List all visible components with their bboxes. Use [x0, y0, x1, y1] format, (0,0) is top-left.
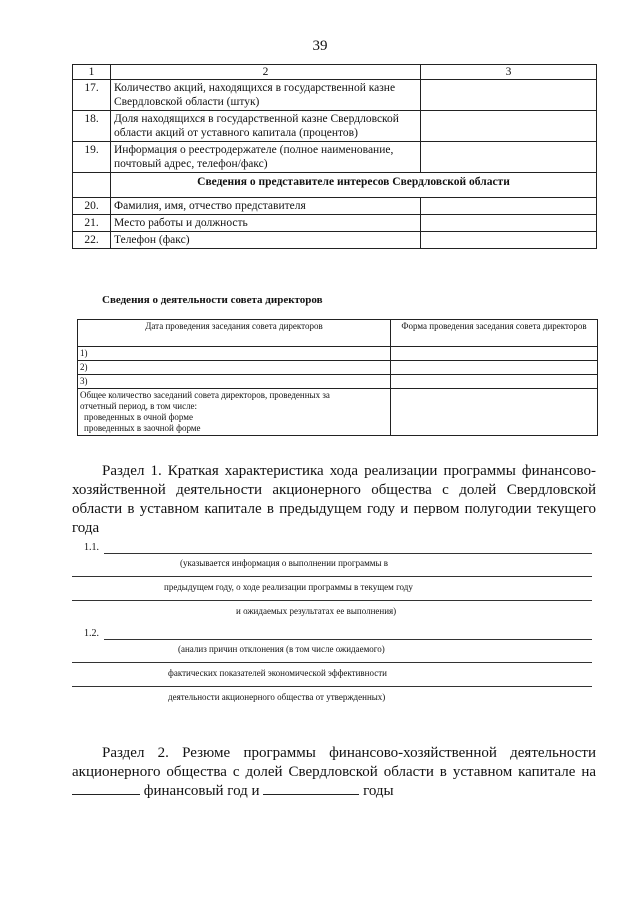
table-row — [73, 142, 597, 173]
row-label: Место работы и должность — [111, 215, 421, 232]
fill-line — [72, 686, 592, 687]
page-number: 39 — [312, 38, 328, 54]
row-label: Фамилия, имя, отчество представителя — [111, 198, 421, 215]
table-header-row — [73, 65, 597, 80]
year-label: финансовый год и — [143, 783, 260, 799]
total-line: проведенных в заочной форме — [84, 423, 201, 433]
field-note: деятельности акционерного общества от утвержденных) — [168, 692, 386, 702]
fill-line — [72, 662, 592, 663]
row-number: 18. — [73, 111, 111, 142]
meeting-item: 2) — [78, 361, 391, 375]
field-note: (указывается информация о выполнении программы в — [180, 558, 389, 568]
column-header: 2 — [111, 65, 421, 80]
year-blank — [72, 782, 140, 795]
row-value — [421, 198, 597, 215]
table-header-row — [78, 320, 598, 347]
board-meetings-table — [77, 319, 598, 436]
shareholding-table — [72, 64, 597, 249]
row-number: 22. — [73, 232, 111, 249]
row-label: Телефон (факс) — [111, 232, 421, 249]
column-header: 1 — [73, 65, 111, 80]
meeting-item: 1) — [78, 347, 391, 361]
table-row — [78, 361, 598, 375]
section2-text: Раздел 2. Резюме программы финансово-хозяйственной деятельности акционерного общества с долей Свердловской области в уставном капитале на — [72, 745, 596, 780]
section1-text: Раздел 1. Краткая характеристика хода реализации программы финансово-хозяйственной деятельности акционерного общества с долей Свердловской области в уставном капитале в предыдущем году и первом полугодии текущего года — [72, 463, 596, 536]
column-header: Форма проведения заседания совета директоров — [391, 320, 598, 347]
meeting-item: 3) — [78, 375, 391, 389]
field-note: (анализ причин отклонения (в том числе ожидаемого) — [178, 644, 385, 654]
row-value — [421, 111, 597, 142]
total-line: проведенных в очной форме — [84, 412, 193, 422]
total-line: Общее количество заседаний совета директоров, проведенных за — [80, 390, 330, 400]
meetings-total — [78, 389, 391, 436]
column-header: 3 — [421, 65, 597, 80]
fill-line — [104, 553, 592, 554]
empty-cell — [73, 173, 111, 198]
row-number: 17. — [73, 80, 111, 111]
item-number: 1.1. — [84, 542, 99, 553]
row-number: 19. — [73, 142, 111, 173]
table-row — [73, 215, 597, 232]
table-row — [78, 389, 598, 436]
field-note: фактических показателей экономической эффективности — [168, 668, 387, 678]
empty-cell — [391, 361, 598, 375]
years-label: годы — [363, 783, 394, 799]
empty-cell — [391, 389, 598, 436]
field-note: и ожидаемых результатах ее выполнения) — [236, 606, 397, 616]
row-label: Количество акций, находящихся в государственной казне Свердловской области (штук) — [111, 80, 421, 111]
fill-line — [104, 639, 592, 640]
row-number: 20. — [73, 198, 111, 215]
section-heading-row — [73, 173, 597, 198]
field-note: предыдущем году, о ходе реализации программы в текущем году — [164, 582, 413, 592]
row-value — [421, 215, 597, 232]
row-label: Доля находящихся в государственной казне Свердловской области акций от уставного капитала (процентов) — [111, 111, 421, 142]
fill-line — [72, 576, 592, 577]
table-row — [78, 347, 598, 361]
table-row — [73, 232, 597, 249]
row-value — [421, 232, 597, 249]
column-header: Дата проведения заседания совета директоров — [78, 320, 391, 347]
years-blank — [263, 782, 359, 795]
row-value — [421, 80, 597, 111]
board-section-title: Сведения о деятельности совета директоров — [102, 294, 323, 306]
empty-cell — [391, 347, 598, 361]
total-line: отчетный период, в том числе: — [80, 401, 198, 411]
row-number: 21. — [73, 215, 111, 232]
table-row — [78, 375, 598, 389]
table-row — [73, 80, 597, 111]
table-row — [73, 198, 597, 215]
row-value — [421, 142, 597, 173]
item-number: 1.2. — [84, 628, 99, 639]
section1-heading — [72, 462, 596, 538]
fill-line — [72, 600, 592, 601]
table-row — [73, 111, 597, 142]
empty-cell — [391, 375, 598, 389]
row-label: Информация о реестродержателе (полное наименование, почтовый адрес, телефон/факс) — [111, 142, 421, 173]
section2-heading — [72, 744, 596, 801]
representative-heading: Сведения о представителе интересов Свердловской области — [111, 173, 597, 198]
